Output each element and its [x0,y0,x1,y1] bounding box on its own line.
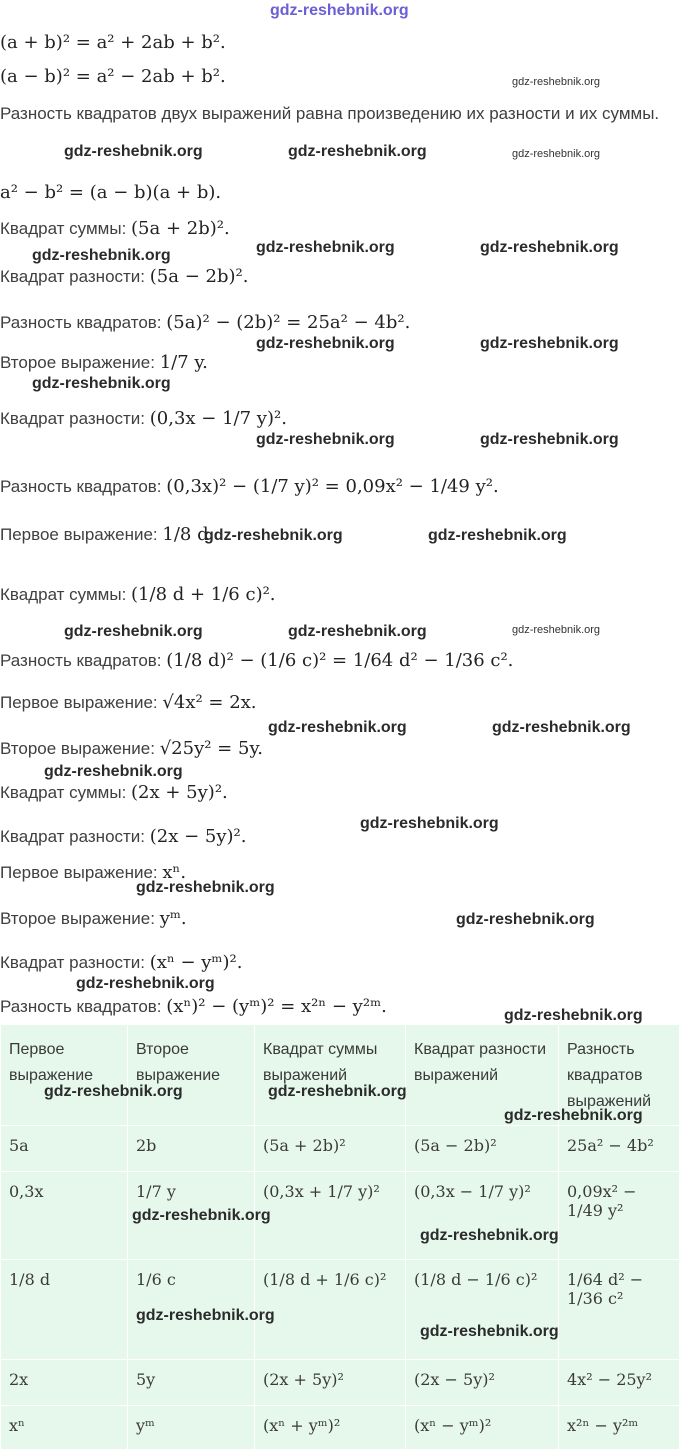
watermark: gdz-reshebnik.org [136,879,275,896]
line-second-expr-sqrt: Второе выражение: √25y² = 5y. [0,738,263,759]
table-header-cell: Квадрат разности выражений [406,1025,559,1126]
watermark: gdz-reshebnik.org [480,431,619,448]
table-cell: 0,3x [1,1172,128,1260]
line-diff-squares-03x: Разность квадратов: (0,3x)² − (1/7 y)² = 0,09x² − 1/49 y². [0,476,499,497]
watermark: gdz-reshebnik.org [268,719,407,736]
table-cell: (2x + 5y)² [255,1360,406,1406]
watermark: gdz-reshebnik.org [64,143,203,160]
watermark: gdz-reshebnik.org [136,1307,275,1324]
line-second-expr-ym: Второе выражение: yᵐ. [0,908,187,929]
watermark: gdz-reshebnik.org [132,1207,271,1224]
line-diff-squares-5a: Разность квадратов: (5a)² − (2b)² = 25a² − 4b². [0,312,411,333]
line-square-sum-d: Квадрат суммы: (1/8 d + 1/6 c)². [0,584,276,605]
table-cell: (0,3x + 1/7 y)² [255,1172,406,1260]
formula-diff-square: (a − b)² = a² − 2ab + b². [0,66,226,87]
line-first-expr-sqrt: Первое выражение: √4x² = 2x. [0,692,257,713]
table-cell: 5a [1,1126,128,1172]
table-row [1,1360,680,1406]
watermark: gdz-reshebnik.org [492,719,631,736]
table-cell: (5a − 2b)² [406,1126,559,1172]
table-cell: yᵐ [128,1406,255,1450]
line-square-sum-2x: Квадрат суммы: (2x + 5y)². [0,782,228,803]
watermark: gdz-reshebnik.org [428,527,567,544]
table-cell: (5a + 2b)² [255,1126,406,1172]
line-square-diff-xn: Квадрат разности: (xⁿ − yᵐ)². [0,952,243,973]
table-header-cell: Первое выражение [1,1025,128,1126]
line-first-expr-xn: Первое выражение: xⁿ. [0,862,187,883]
table-header-cell: Квадрат суммы выражений [255,1025,406,1126]
watermark: gdz-reshebnik.org [268,1083,407,1100]
table-cell: (xⁿ + yᵐ)² [255,1406,406,1450]
line-square-sum-5a: Квадрат суммы: (5a + 2b)². [0,218,230,239]
watermark: gdz-reshebnik.org [512,624,601,636]
table-cell: x²ⁿ − y²ᵐ [559,1406,680,1450]
watermark: gdz-reshebnik.org [504,1007,643,1024]
table-cell: 1/6 c [128,1260,255,1360]
line-diff-squares-d: Разность квадратов: (1/8 d)² − (1/6 c)² = 1/64 d² − 1/36 c². [0,650,514,671]
table-cell: (1/8 d + 1/6 c)² [255,1260,406,1360]
watermark: gdz-reshebnik.org [32,375,171,392]
table-row [1,1406,680,1450]
watermark: gdz-reshebnik.org [480,239,619,256]
table-row [1,1126,680,1172]
watermark: gdz-reshebnik.org [64,623,203,640]
table-cell: 2b [128,1126,255,1172]
formula-sum-square: (a + b)² = a² + 2ab + b². [0,32,226,53]
watermark: gdz-reshebnik.org [512,148,601,160]
watermark: gdz-reshebnik.org [44,1083,183,1100]
table-cell: 1/8 d [1,1260,128,1360]
watermark: gdz-reshebnik.org [480,335,619,352]
watermark: gdz-reshebnik.org [256,431,395,448]
watermark: gdz-reshebnik.org [288,143,427,160]
watermark: gdz-reshebnik.org [44,763,183,780]
table-cell: 1/64 d² − 1/36 c² [559,1260,680,1360]
table-header-cell: Разность квадратов выражений [559,1025,680,1126]
line-square-diff-2x: Квадрат разности: (2x − 5y)². [0,826,247,847]
watermark: gdz-reshebnik.org [420,1227,559,1244]
table-cell: 2x [1,1360,128,1406]
table-cell: 1/7 y [128,1172,255,1260]
rule-text: Разность квадратов двух выражений равна произведению их разности и их суммы. [0,104,660,123]
line-second-expr-y: Второе выражение: 1/7 y. [0,352,208,373]
watermark-top[interactable]: gdz-reshebnik.org [270,2,409,19]
table-cell: (2x − 5y)² [406,1360,559,1406]
watermark: gdz-reshebnik.org [504,1107,643,1124]
table-cell: (xⁿ − yᵐ)² [406,1406,559,1450]
table-cell: (0,3x − 1/7 y)² [406,1172,559,1260]
watermark: gdz-reshebnik.org [32,247,171,264]
table-cell: 25a² − 4b² [559,1126,680,1172]
watermark: gdz-reshebnik.org [256,239,395,256]
watermark: gdz-reshebnik.org [288,623,427,640]
watermark: gdz-reshebnik.org [420,1323,559,1340]
table-cell: 0,09x² − 1/49 y² [559,1172,680,1260]
line-square-diff-5a: Квадрат разности: (5a − 2b)². [0,266,249,287]
table-cell: (1/8 d − 1/6 c)² [406,1260,559,1360]
line-diff-squares-xn: Разность квадратов: (xⁿ)² − (yᵐ)² = x²ⁿ − y²ᵐ. [0,996,387,1017]
watermark: gdz-reshebnik.org [360,815,499,832]
watermark: gdz-reshebnik.org [456,911,595,928]
formula-diff-of-squares: a² − b² = (a − b)(a + b). [0,182,222,203]
watermark: gdz-reshebnik.org [512,76,601,88]
table-row [1,1172,680,1260]
watermark: gdz-reshebnik.org [204,527,343,544]
watermark: gdz-reshebnik.org [256,335,395,352]
watermark: gdz-reshebnik.org [76,975,215,992]
table-row [1,1260,680,1360]
line-first-expr-d: Первое выражение: 1/8 d. [0,524,215,545]
table-cell: 5y [128,1360,255,1406]
table-cell: xⁿ [1,1406,128,1450]
table-header-cell: Второе выражение [128,1025,255,1126]
line-square-diff-03x: Квадрат разности: (0,3x − 1/7 y)². [0,408,287,429]
table-cell: 4x² − 25y² [559,1360,680,1406]
